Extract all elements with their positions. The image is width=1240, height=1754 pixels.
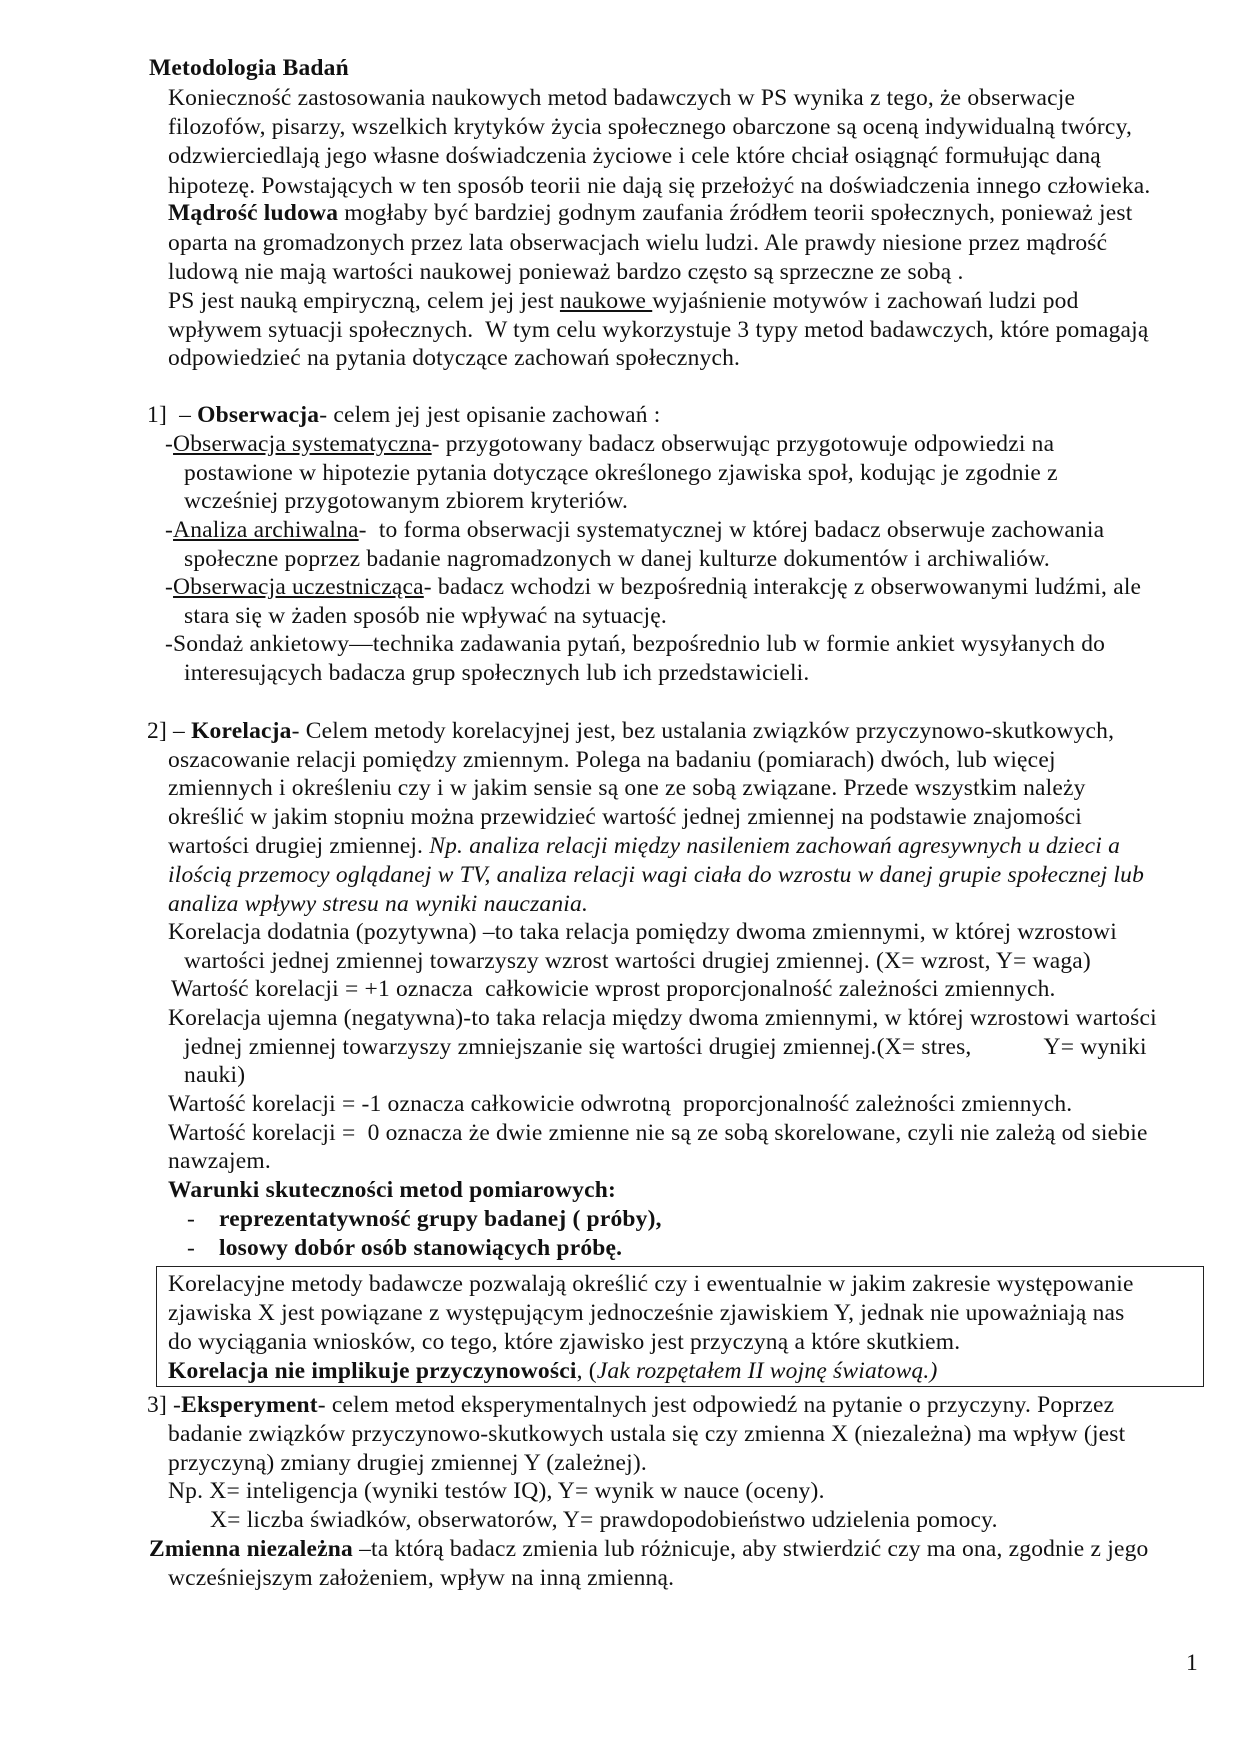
text-line [168, 1299, 1125, 1327]
text-line [184, 545, 1050, 573]
text-segment: określić w jakim stopniu można przewidzieć wartość jednej zmiennej na podstawie znajomości [168, 804, 1082, 830]
underlined-text: naukowe [559, 288, 653, 314]
text-segment: odpowiedzieć na pytania dotyczące zachowań społecznych. [168, 345, 741, 371]
bold-text: Zmienna niezależna [149, 1536, 353, 1562]
text-segment: -Sondaż ankietowy—technika zadawania pytań, bezpośrednio lub w formie ankiet wysyłanych do [165, 631, 1106, 657]
text-segment: przyczyną) zmiany drugiej zmiennej Y (zależnej). [168, 1450, 647, 1476]
text-line [168, 142, 1101, 170]
bold-text: Korelacja nie implikuje przyczynowości [168, 1358, 577, 1384]
italic-text: Np. analiza relacji między nasileniem zachowań agresywnych u dzieci a [429, 833, 1121, 859]
text-segment: Korelacja ujemna (negatywna)-to taka relacja między dwoma zmiennymi, w której wzrostowi wartości [168, 1005, 1157, 1031]
text-line [165, 630, 1105, 658]
text-segment: oparta na gromadzonych przez lata obserwacjach wielu ludzi. Ale prawdy niesione przez mądrość [168, 230, 1108, 256]
italic-text: Jak rozpętałem II wojnę światową.) [596, 1358, 938, 1384]
text-line [168, 1420, 1125, 1448]
text-line [168, 344, 740, 372]
text-segment: wcześniejszym założeniem, wpływ na inną zmienną. [168, 1565, 675, 1591]
underlined-text: Obserwacja systematyczna [173, 431, 432, 457]
text-line [168, 316, 1149, 344]
text-segment: Konieczność zastosowania naukowych metod badawczych w PS wynika z tego, że obserwacje [168, 85, 1076, 111]
text-line [168, 258, 964, 286]
text-line [168, 84, 1075, 112]
text-segment: oszacowanie relacji pomiędzy zmiennym. Polega na badaniu (pomiarach) dwóch, lub więcej [168, 747, 1056, 773]
text-segment: –ta którą badacz zmienia lub różnicuje, aby stwierdzić czy ma ona, zgodnie z jego [353, 1536, 1149, 1562]
text-line [168, 1090, 1072, 1118]
text-line [147, 1391, 1114, 1419]
text-line [171, 975, 1056, 1003]
text-segment: stara się w żaden sposób nie wpływać na sytuację. [184, 603, 667, 629]
text-segment: - celem metod eksperymentalnych jest odpowiedź na pytanie o przyczyny. Poprzez [317, 1392, 1115, 1418]
text-segment: społeczne poprzez badanie nagromadzonych w danej kulturze dokumentów i archiwaliów. [184, 546, 1050, 572]
text-segment: wpływem sytuacji społecznych. W tym celu wykorzystuje 3 typy metod badawczych, które pomagają [168, 317, 1149, 343]
text-segment: interesujących badacza grup społecznych lub ich przedstawicieli. [184, 660, 810, 686]
text-line [219, 1205, 662, 1233]
text-segment: ludową nie mają wartości naukowej ponieważ bardzo często są sprzeczne ze sobą . [168, 259, 964, 285]
text-segment: zjawiska X jest powiązane z występującym jednocześnie zjawiskiem Y, jednak nie upoważniają nas [168, 1300, 1125, 1326]
text-line [165, 516, 1104, 544]
italic-text: analiza wpływy stresu na wyniki nauczania. [168, 891, 589, 917]
text-line [149, 1535, 1148, 1563]
text-line [168, 1004, 1157, 1032]
text-segment: wartości jednej zmiennej towarzyszy wzrost wartości drugiej zmiennej. (X= wzrost, Y= waga) [184, 948, 1091, 974]
text-line [168, 861, 1144, 889]
text-line [168, 113, 1132, 141]
text-line [165, 430, 1054, 458]
text-line [168, 199, 1132, 227]
text-line [219, 1234, 622, 1262]
text-line [168, 1328, 960, 1356]
text-line [165, 573, 1141, 601]
text-segment: X= liczba świadków, obserwatorów, Y= prawdopodobieństwo udzielenia pomocy. [210, 1507, 998, 1533]
text-segment: mogłaby być bardziej godnym zaufania źródłem teorii społecznych, ponieważ jest [338, 200, 1133, 226]
text-segment: zmiennych i określeniu czy i w jakim sensie są one ze sobą związane. Przede wszystkim należy [168, 775, 1086, 801]
text-segment: 1] – [147, 402, 198, 428]
bold-text: reprezentatywność grupy badanej ( próby), [219, 1206, 662, 1232]
text-line [184, 1033, 1147, 1061]
bold-text: Obserwacja [197, 402, 320, 428]
bold-text: Warunki skuteczności metod pomiarowych: [168, 1177, 617, 1203]
document-title: Metodologia Badań [149, 55, 349, 81]
text-segment: nauki) [184, 1062, 246, 1088]
text-segment: 2] – [147, 718, 192, 744]
text-segment: filozofów, pisarzy, wszelkich krytyków życia społecznego obarczone są oceną indywidualną twórcy, [168, 114, 1133, 140]
text-line [184, 659, 810, 687]
bold-text: Mądrość ludowa [168, 200, 339, 226]
text-line [168, 1564, 674, 1592]
text-line [147, 717, 1114, 745]
text-line [210, 1506, 998, 1534]
text-segment: Korelacyjne metody badawcze pozwalają określić czy i ewentualnie w jakim zakresie występowanie [168, 1271, 1134, 1297]
text-segment: - [165, 517, 174, 543]
text-segment: do wyciągania wniosków, co tego, które zjawisko jest przyczyną a które skutkiem. [168, 1329, 961, 1355]
text-segment: - przygotowany badacz obserwując przygotowuje odpowiedzi na [431, 431, 1055, 457]
text-line [168, 890, 588, 918]
text-line [184, 602, 667, 630]
text-segment: wartości drugiej zmiennej. [168, 833, 430, 859]
text-line [168, 1357, 938, 1385]
text-segment: Wartość korelacji = 0 oznacza że dwie zmienne nie są ze sobą skorelowane, czyli nie zależą od siebie [168, 1120, 1148, 1146]
bold-text: losowy dobór osób stanowiących próbę. [219, 1235, 623, 1261]
text-segment: jednej zmiennej towarzyszy zmniejszanie się wartości drugiej zmiennej.(X= stres, Y= wyniki [184, 1034, 1147, 1060]
text-segment: - to forma obserwacji systematycznej w której badacz obserwuje zachowania [358, 517, 1105, 543]
text-line [168, 1147, 271, 1175]
text-segment: - [187, 1206, 196, 1232]
underlined-text: Analiza archiwalna [173, 517, 359, 543]
text-line [168, 803, 1082, 831]
text-segment: Np. X= inteligencja (wyniki testów IQ), Y= wynik w nauce (oceny). [168, 1478, 825, 1504]
page-number: 1 [1186, 1650, 1198, 1676]
text-line [168, 1270, 1134, 1298]
text-line [168, 1477, 825, 1505]
text-line [184, 459, 1058, 487]
text-segment: postawione w hipotezie pytania dotyczące określonego zjawiska społ, kodując je zgodnie z [184, 460, 1058, 486]
text-segment: nawzajem. [168, 1148, 271, 1174]
text-line [168, 1119, 1148, 1147]
text-line [168, 746, 1056, 774]
text-line [168, 918, 1117, 946]
text-segment: Korelacja dodatnia (pozytywna) –to taka relacja pomiędzy dwoma zmiennymi, w której wzrostowi [168, 919, 1117, 945]
text-line [147, 401, 661, 429]
text-segment: badanie związków przyczynowo-skutkowych ustala się czy zmienna X (niezależna) ma wpływ (jest [168, 1421, 1126, 1447]
text-line [168, 287, 1079, 315]
text-line [168, 1449, 647, 1477]
text-segment: - celem jej jest opisanie zachowań : [319, 402, 661, 428]
text-line [187, 1205, 195, 1233]
text-segment: - badacz wchodzi w bezpośrednią interakcję z obserwowanymi ludźmi, ale [423, 574, 1142, 600]
text-segment: , ( [576, 1358, 597, 1384]
text-segment: - [165, 431, 174, 457]
underlined-text: Obserwacja uczestnicząca [173, 574, 424, 600]
text-line [168, 229, 1107, 257]
text-line [168, 832, 1120, 860]
text-segment: Wartość korelacji = +1 oznacza całkowicie wprost proporcjonalność zależności zmiennych. [171, 976, 1056, 1002]
text-segment: hipotezę. Powstających w ten sposób teorii nie dają się przełożyć na doświadczenia innego człowieka. [168, 173, 1151, 199]
text-segment: odzwierciedlają jego własne doświadczenia życiowe i cele które chciał osiągnąć formułując daną [168, 143, 1101, 169]
bold-text: Eksperyment [181, 1392, 318, 1418]
text-segment: 3] - [147, 1392, 182, 1418]
text-line [168, 172, 1151, 200]
italic-text: ilością przemocy oglądanej w TV, analiza relacji wagi ciała do wzrostu w danej grupie społecznej lub [168, 862, 1145, 888]
text-segment: wcześniej przygotowanym zbiorem kryteriów. [184, 488, 629, 514]
text-line [184, 487, 628, 515]
text-segment: - [165, 574, 174, 600]
text-segment: - Celem metody korelacyjnej jest, bez ustalania związków przyczynowo-skutkowych, [291, 718, 1115, 744]
text-line [187, 1234, 195, 1262]
text-segment: PS jest nauką empiryczną, celem jej jest [168, 288, 560, 314]
bold-text: Korelacja [191, 718, 292, 744]
text-line [168, 1176, 616, 1204]
text-segment: wyjaśnienie motywów i zachowań ludzi pod [652, 288, 1079, 314]
text-segment: - [187, 1235, 196, 1261]
text-line [168, 774, 1086, 802]
text-segment: Wartość korelacji = -1 oznacza całkowicie odwrotną proporcjonalność zależności zmiennych. [168, 1091, 1073, 1117]
text-line [184, 1061, 245, 1089]
text-line [184, 947, 1091, 975]
